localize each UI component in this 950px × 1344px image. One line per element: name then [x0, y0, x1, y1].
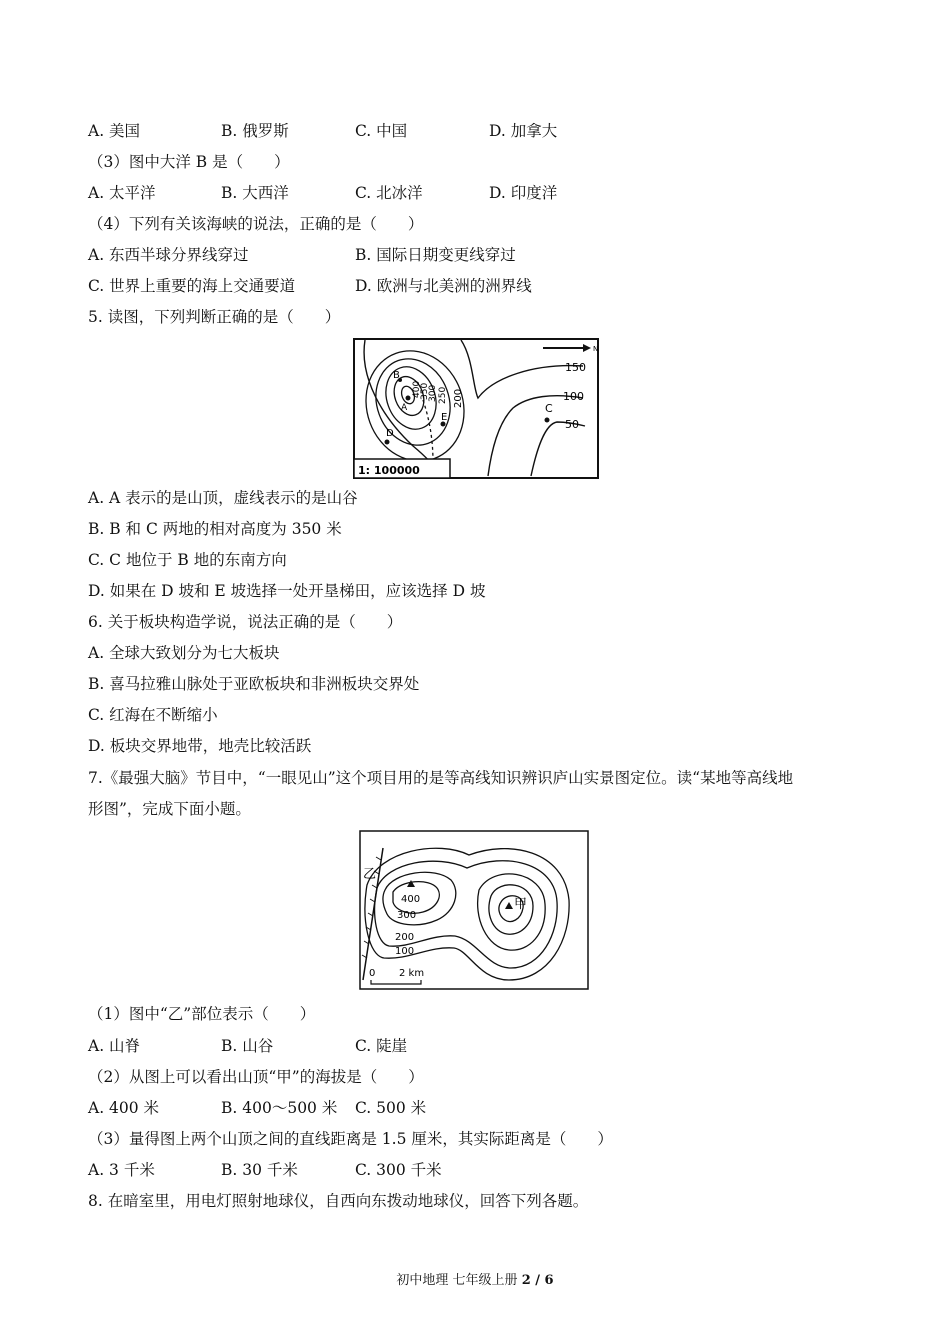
q7-map-frame: [360, 831, 588, 989]
q4-sub3-option-d: D. 印度洋: [489, 184, 558, 202]
q4-sub4-option-c: C. 世界上重要的海上交通要道: [88, 277, 296, 295]
q7-label-200: 200: [395, 932, 415, 943]
footer-text: 初中地理 七年级上册: [396, 1273, 522, 1288]
q6-option-b: B. 喜马拉雅山脉处于亚欧板块和非洲板块交界处: [88, 675, 420, 693]
q5-option-c: C. C 地位于 B 地的东南方向: [88, 551, 287, 569]
q5-option-b: B. B 和 C 两地的相对高度为 350 米: [88, 520, 342, 538]
q5-stem: 5. 读图，下列判断正确的是（ ）: [88, 308, 341, 326]
q4-option-d: D. 加拿大: [489, 122, 558, 140]
q5-map-frame: [354, 339, 598, 478]
q4-sub4-option-b: B. 国际日期变更线穿过: [355, 246, 516, 264]
q7-stem-line1: 7.《最强大脑》节目中，“一眼见山”这个项目用的是等高线知识辨识庐山实景图定位。读“某地等高线地: [88, 769, 794, 787]
q7-sub1-option-a: A. 山脊: [88, 1037, 141, 1055]
q5-label-250: 250: [438, 386, 448, 404]
q5-label-150: 150: [565, 361, 586, 374]
q7-sub3-stem: （3）量得图上两个山顶之间的直线距离是 1.5 厘米，其实际距离是（ ）: [88, 1130, 613, 1148]
q7-sub2-option-c: C. 500 米: [355, 1099, 427, 1117]
q7-sub2-stem: （2）从图上可以看出山顶“甲”的海拔是（ ）: [88, 1068, 424, 1086]
q5-label-200: 200: [453, 388, 464, 408]
q5-label-350: 350: [420, 382, 430, 400]
q4-sub4-option-a: A. 东西半球分界线穿过: [88, 246, 249, 264]
q5-option-a: A. A 表示的是山顶，虚线表示的是山谷: [88, 489, 358, 507]
q4-option-b: B. 俄罗斯: [221, 122, 289, 140]
q7-sub2-option-b: B. 400～500 米: [221, 1099, 338, 1117]
q5-point-d-label: D: [386, 428, 394, 439]
q5-point-e-label: E: [441, 412, 448, 423]
q8-stem: 8. 在暗室里，用电灯照射地球仪，自西向东拨动地球仪，回答下列各题。: [88, 1192, 589, 1210]
q7-contour-map: [359, 830, 589, 990]
q7-scale-zero: 0: [369, 968, 376, 979]
q5-point-c-label: C: [545, 402, 553, 415]
q4-sub4-option-d: D. 欧洲与北美洲的洲界线: [355, 277, 532, 295]
q6-stem: 6. 关于板块构造学说，说法正确的是（ ）: [88, 613, 403, 631]
q7-label-yi: 乙: [363, 867, 377, 882]
q5-point-a-label: A: [401, 403, 408, 413]
q7-sub3-option-a: A. 3 千米: [88, 1161, 155, 1179]
q6-option-a: A. 全球大致划分为七大板块: [88, 644, 280, 662]
q7-label-100: 100: [395, 946, 415, 957]
q5-point-d-marker: [385, 440, 390, 445]
q7-sub1-option-c: C. 陡崖: [355, 1037, 408, 1055]
q7-label-400: 400: [401, 894, 421, 905]
q5-label-300: 300: [428, 384, 438, 402]
q7-sub1-stem: （1）图中“乙”部位表示（ ）: [88, 1005, 316, 1023]
q7-stem-line2: 形图”，完成下面小题。: [88, 800, 251, 818]
q4-sub3-stem: （3）图中大洋 B 是（ ）: [88, 153, 290, 171]
page-footer: [0, 1269, 950, 1288]
q7-label-jia: 甲: [514, 897, 528, 912]
q4-sub3-option-b: B. 大西洋: [221, 184, 289, 202]
q7-label-300: 300: [397, 910, 417, 921]
q5-label-50: 50: [565, 418, 579, 431]
footer-page-number: 2 / 6: [521, 1273, 554, 1288]
q5-point-b-label: B: [393, 370, 400, 381]
q4-sub3-option-a: A. 太平洋: [88, 184, 156, 202]
q4-option-a: A. 美国: [88, 122, 141, 140]
q4-option-c: C. 中国: [355, 122, 408, 140]
q7-sub2-option-a: A. 400 米: [88, 1099, 160, 1117]
q5-label-400: 400: [412, 380, 422, 398]
q5-label-100: 100: [563, 390, 584, 403]
q7-sub1-option-b: B. 山谷: [221, 1037, 274, 1055]
q5-point-c-marker: [545, 418, 550, 423]
q5-point-a-marker: [406, 396, 411, 401]
q5-north-label: N: [593, 345, 599, 353]
q7-scale-km: 2 km: [399, 968, 425, 979]
q5-scale-label: 1: 100000: [358, 464, 420, 477]
q5-option-d: D. 如果在 D 坡和 E 坡选择一处开垦梯田，应该选择 D 坡: [88, 582, 486, 600]
q7-sub3-option-b: B. 30 千米: [221, 1161, 298, 1179]
q4-sub3-option-c: C. 北冰洋: [355, 184, 423, 202]
q6-option-d: D. 板块交界地带，地壳比较活跃: [88, 737, 312, 755]
q6-option-c: C. 红海在不断缩小: [88, 706, 218, 724]
q5-contour-map: [353, 338, 599, 479]
q7-sub3-option-c: C. 300 千米: [355, 1161, 442, 1179]
q4-sub4-stem: （4）下列有关该海峡的说法，正确的是（ ）: [88, 215, 424, 233]
